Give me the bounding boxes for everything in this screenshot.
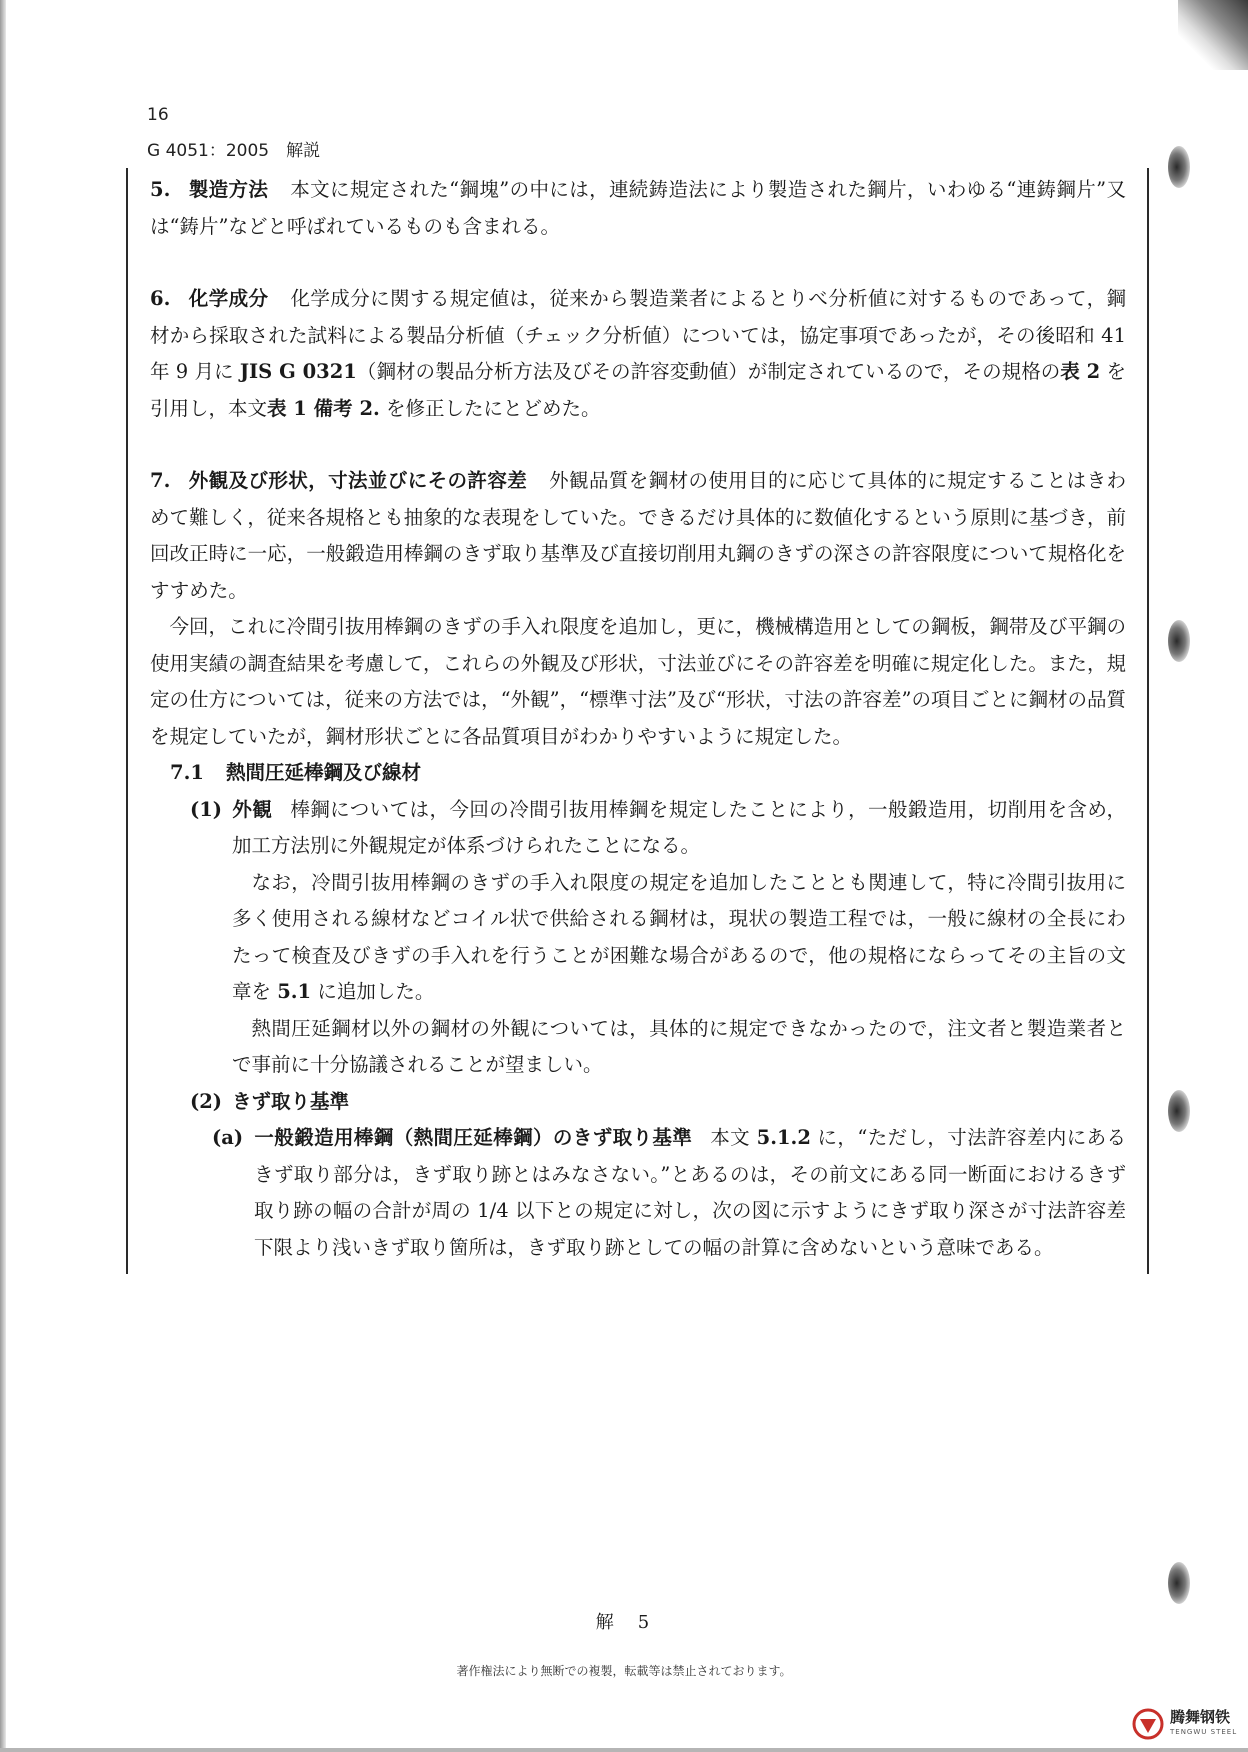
section-7 <box>150 463 1126 609</box>
item-text: 棒鋼については，今回の冷間引抜用棒鋼を規定したことにより，一般鍛造用，切削用を含め，加工方法別に外観規定が体系づけられたことになる。 <box>232 797 1126 857</box>
section-text: を引用し，本文 <box>150 360 1127 420</box>
section-7-paragraph: 今回，これに冷間引抜用棒鋼のきずの手入れ限度を追加し，更に，機械構造用としての鋼板，鋼帯及び平鋼の使用実績の調査結果を考慮して，これらの外観及び形状，寸法並びにその許容差を明確に規定化した。また，規定の仕方については，従来の方法では，“外観”，“標準寸法”及び“形状，寸法の許容差”の項目ごとに鋼材の品質を規定していたが，鋼材形状ごとに各品質項目がわかりやすいように規定した。 <box>150 615 1126 748</box>
item-2 <box>150 1084 1126 1121</box>
item-text: なお，冷間引抜用棒鋼のきずの手入れ限度の規定を追加したこととも関連して，特に冷間引抜用に多く使用される線材などコイル状で供給される鋼材は，現状の製造工程では，一般に線材の全長にわたって検査及びきずの手入れを行うことが困難な場合があるので，他の規格にならってその主旨の文章を <box>232 870 1126 1003</box>
logo-text: 腾舞钢铁 <box>1170 1708 1231 1726</box>
watermark-logo <box>1132 1706 1244 1746</box>
section-title: 製造方法 <box>188 178 269 201</box>
item-title: 一般鍛造用棒鋼（熱間圧延棒鋼）のきず取り基準 <box>254 1126 693 1149</box>
footer-page-label: 解 5 <box>595 1612 653 1633</box>
table-reference: 表 2 <box>1060 360 1101 383</box>
document-body <box>150 172 1126 1266</box>
item-text: 本文 <box>710 1126 757 1149</box>
section-6 <box>150 281 1126 427</box>
section-5 <box>150 172 1126 245</box>
page-corner-curl <box>1178 0 1248 70</box>
punch-hole <box>1168 1090 1190 1132</box>
section-text: を修正したにとどめた。 <box>379 396 601 420</box>
standard-reference: JIS G 0321 <box>239 360 357 383</box>
section-text: （鋼材の製品分析方法及びその許容変動値）が制定されているので，その規格の <box>356 360 1061 383</box>
item-title: 外観 <box>232 797 273 821</box>
punch-hole <box>1168 146 1190 188</box>
item-1 <box>150 792 1126 865</box>
frame-rule-left <box>126 168 128 1274</box>
item-number: (2) <box>190 1089 223 1113</box>
punch-hole <box>1168 1562 1190 1604</box>
punch-hole <box>1168 620 1190 662</box>
subsection-title: 熱間圧延棒鋼及び線材 <box>225 761 421 784</box>
clause-reference: 5.1 <box>277 980 312 1003</box>
page-edge-bottom <box>0 1748 1248 1752</box>
page-edge <box>0 0 6 1752</box>
section-number: 7. <box>150 469 171 492</box>
header-page-number: 16 <box>147 105 169 125</box>
frame-rule-right <box>1147 168 1149 1274</box>
item-title: きず取り基準 <box>232 1089 350 1113</box>
subsection-7-1 <box>150 755 1126 792</box>
item-number: (a) <box>212 1126 244 1149</box>
item-2-a <box>150 1120 1126 1266</box>
item-text: に追加した。 <box>311 980 435 1003</box>
logo-icon <box>1132 1708 1164 1740</box>
section-number: 6. <box>150 287 171 310</box>
section-title: 化学成分 <box>188 287 269 310</box>
section-text: 化学成分に関する規定値は，従来から製造業者によるとりべ分析値に対するものであって，鋼材から採取された試料による製品分析値（チェック分析値）については，協定事項であったが，その後昭和 41 年 9 月に <box>150 287 1126 383</box>
clause-reference: 5.1.2 <box>756 1126 811 1149</box>
section-number: 5. <box>150 178 171 201</box>
footer-copyright: 著作権法により無断での複製，転載等は禁止されております。 <box>456 1664 792 1678</box>
subsection-number: 7.1 <box>170 761 204 784</box>
header-doc-id: G 4051：2005 解説 <box>147 141 321 161</box>
logo-subtext: TENGWU STEEL <box>1170 1728 1238 1736</box>
section-text: 本文に規定された“鋼塊”の中には，連続鋳造法により製造された鋼片，いわゆる“連鋳鋼片”又は“鋳片”などと呼ばれているものも含まれる。 <box>150 178 1126 238</box>
section-title: 外観及び形状，寸法並びにその許容差 <box>188 469 528 492</box>
item-1-paragraph: 熱間圧延鋼材以外の鋼材の外観については，具体的に規定できなかったので，注文者と製造業者とで事前に十分協議されることが望ましい。 <box>232 1016 1126 1076</box>
item-number: (1) <box>190 797 223 821</box>
section-text: 外観品質を鋼材の使用目的に応じて具体的に規定することはきわめて難しく，従来各規格とも抽象的な表現をしていた。できるだけ具体的に数値化するという原則に基づき，前回改正時に一応，一般鍛造用棒鋼のきず取り基準及び直接切削用丸鋼のきずの深さの許容限度について規格化をすすめた。 <box>150 469 1126 602</box>
table-reference: 表 1 備考 2. <box>267 396 380 420</box>
item-text: に，“ただし，寸法許容差内にあるきず取り部分は，きず取り跡とはみなさない。”とあるのは，その前文にある同一断面におけるきず取り跡の幅の合計が周の 1/4 以下との規定に対し，次の図に示すようにきず取り深さが寸法許容差下限より浅いきず取り箇所は，きず取り跡としての幅の計算に含めないという意味である。 <box>254 1126 1126 1259</box>
item-1-paragraph <box>150 865 1126 1011</box>
